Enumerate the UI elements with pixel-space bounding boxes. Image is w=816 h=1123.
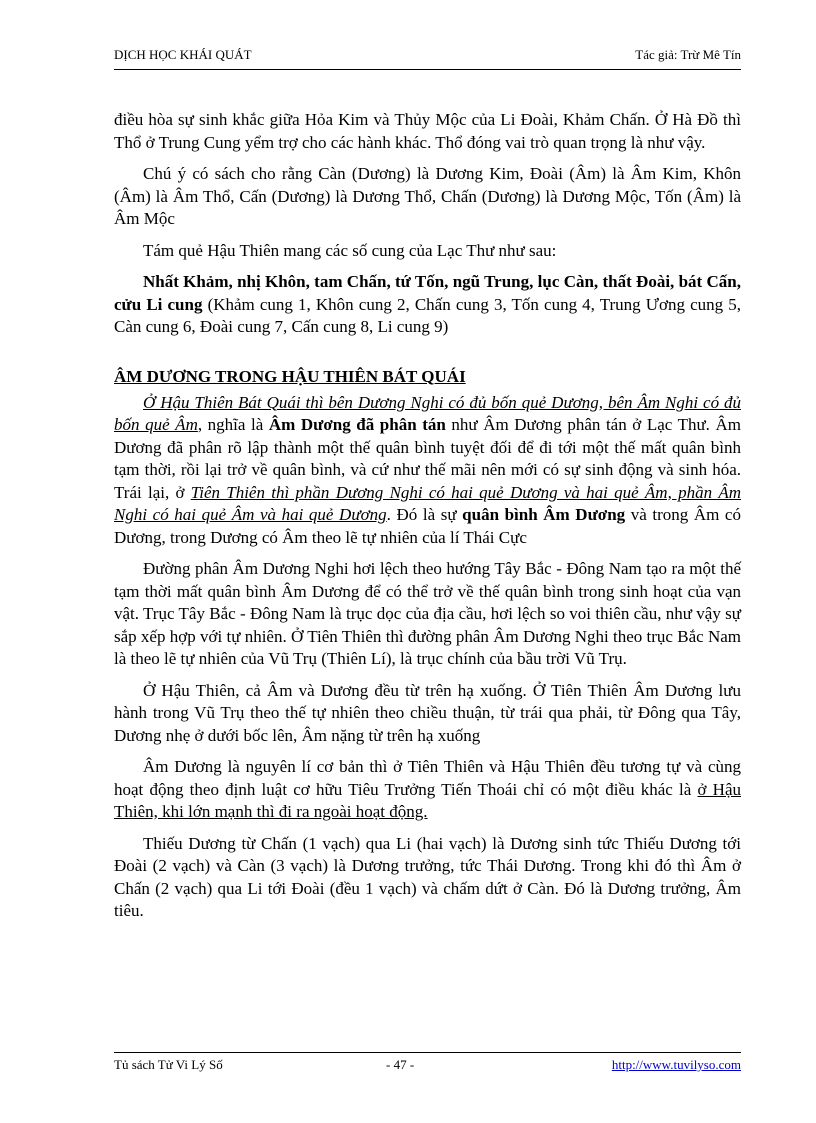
page-number: - 47 -: [386, 1057, 415, 1072]
section-heading: ÂM DƯƠNG TRONG HẬU THIÊN BÁT QUÁI: [114, 366, 466, 386]
header-title: DỊCH HỌC KHÁI QUÁT: [114, 47, 252, 62]
paragraph-8: [114, 756, 741, 824]
p5-text-1: , nghĩa là: [197, 415, 269, 434]
paragraph-1: điều hòa sự sinh khắc giữa Hỏa Kim và Thủy Mộc của Li Đoài, Khảm Chấn. Ở Hà Đồ thì Thổ ở Trung Cung yểm trợ cho các hành khác. Thổ đóng vai trò quan trọng là như vậy.: [114, 110, 741, 152]
palace-list-detail: (Khảm cung 1, Khôn cung 2, Chấn cung 3, Tốn cung 4, Trung Ương cung 5, Càn cung 6, Đoài cung 7, Cấn cung 8, Li cung 9): [114, 294, 742, 336]
p5-text-4: và trong Âm có Dương, trong Dương có Âm theo lẽ tự nhiên của lí Thái Cực: [114, 505, 741, 547]
p5-italic-underline-2: Tiên Thiên thì phần Dương Nghi có hai quẻ Dương và hai quẻ Âm, phần Âm Nghi có hai quẻ Âm và hai quẻ Dương: [114, 482, 741, 524]
palace-list-bold: Nhất Khảm, nhị Khôn, tam Chấn, tứ Tốn, ngũ Trung, lục Càn, thất Đoài, bát Cấn, cửu Li cung: [114, 272, 741, 314]
footer-link[interactable]: http://www.tuvilyso.com: [611, 1057, 741, 1072]
p5-bold-1: Âm Dương đã phân tán: [268, 415, 446, 434]
footer-series: Tủ sách Tử Vi Lý Số: [114, 1057, 223, 1072]
paragraph-5: [114, 392, 741, 550]
paragraph-7: Ở Hậu Thiên, cả Âm và Dương đều từ trên hạ xuống. Ở Tiên Thiên Âm Dương lưu hành trong Vũ Trụ theo thế tự nhiên theo chiều thuận, từ trái qua phải, từ Đông qua Tây, Dương nhẹ ở dưới bốc lên, Âm nặng từ trên hạ xuống: [114, 680, 741, 745]
paragraph-3: Tám quẻ Hậu Thiên mang các số cung của Lạc Thư như sau:: [143, 240, 557, 260]
page-content: [114, 109, 741, 932]
paragraph-4: [114, 271, 741, 339]
p5-text-3: . Đó là sự: [386, 505, 463, 524]
page-footer: [114, 1052, 741, 1077]
p5-bold-2: quân bình Âm Dương: [462, 505, 626, 524]
paragraph-6: Đường phân Âm Dương Nghi hơi lệch theo hướng Tây Bắc - Đông Nam tạo ra một thế tạm thời mất quân bình Âm Dương để có thể trở về thế quân bình trong sinh hoạt của vạn vật. Trục Tây Bắc - Đông Nam là trục dọc của địa cầu, hơi lệch so voi thiên cầu, như vậy sự sắp xếp hợp với tự nhiên. Ở Tiên Thiên thì đường phân Âm Dương Nghi theo trục Bắc Nam là theo lẽ tự nhiên của Vũ Trụ (Thiên Lí), là trục chính của bầu trời Vũ Trụ.: [114, 559, 741, 668]
header-author: Tác giả: Trừ Mê Tín: [635, 47, 741, 62]
paragraph-2: Chú ý có sách cho rằng Càn (Dương) là Dương Kim, Đoài (Âm) là Âm Kim, Khôn (Âm) là Âm Thổ, Cấn (Dương) là Dương Thổ, Chấn (Dương) là Dương Mộc, Tốn (Âm) là Âm Mộc: [114, 164, 741, 228]
page-header: [114, 47, 741, 70]
p8-underline: ở Hậu Thiên, khi lớn mạnh thì đi ra ngoài hoạt động.: [114, 779, 741, 821]
p5-italic-underline-1: Ở Hậu Thiên Bát Quái thì bên Dương Nghi có đủ bốn quẻ Dương, bên Âm Nghi có đủ bốn quẻ Âm: [114, 392, 741, 434]
paragraph-9: Thiếu Dương từ Chấn (1 vạch) qua Li (hai vạch) là Dương sinh tức Thiếu Dương tới Đoài (2 vạch) và Càn (3 vạch) là Dương trưởng, tức Thái Dương. Trong khi đó thì Âm ở Chấn (2 vạch) qua Li tới Đoài (đều 1 vạch) và chấm dứt ở Càn. Đó là Dương trưởng, Âm tiêu.: [114, 833, 741, 920]
p8-text: Âm Dương là nguyên lí cơ bản thì ở Tiên Thiên và Hậu Thiên đều tương tự và cùng hoạt động theo định luật cơ hữu Tiêu Trưởng Tiến Thoái chỉ có một điều khác là: [114, 757, 741, 799]
p5-text-2: như Âm Dương phân tán ở Lạc Thư. Âm Dương đã phân rõ lập thành một thế quân bình tuyệt đối để đi tới một thế mất quân bình tạm thời, rồi lại trở về quân bình, và cứ như thế mãi nên mới có sự sinh động và sinh hóa. Trái lại, ở: [114, 415, 741, 502]
